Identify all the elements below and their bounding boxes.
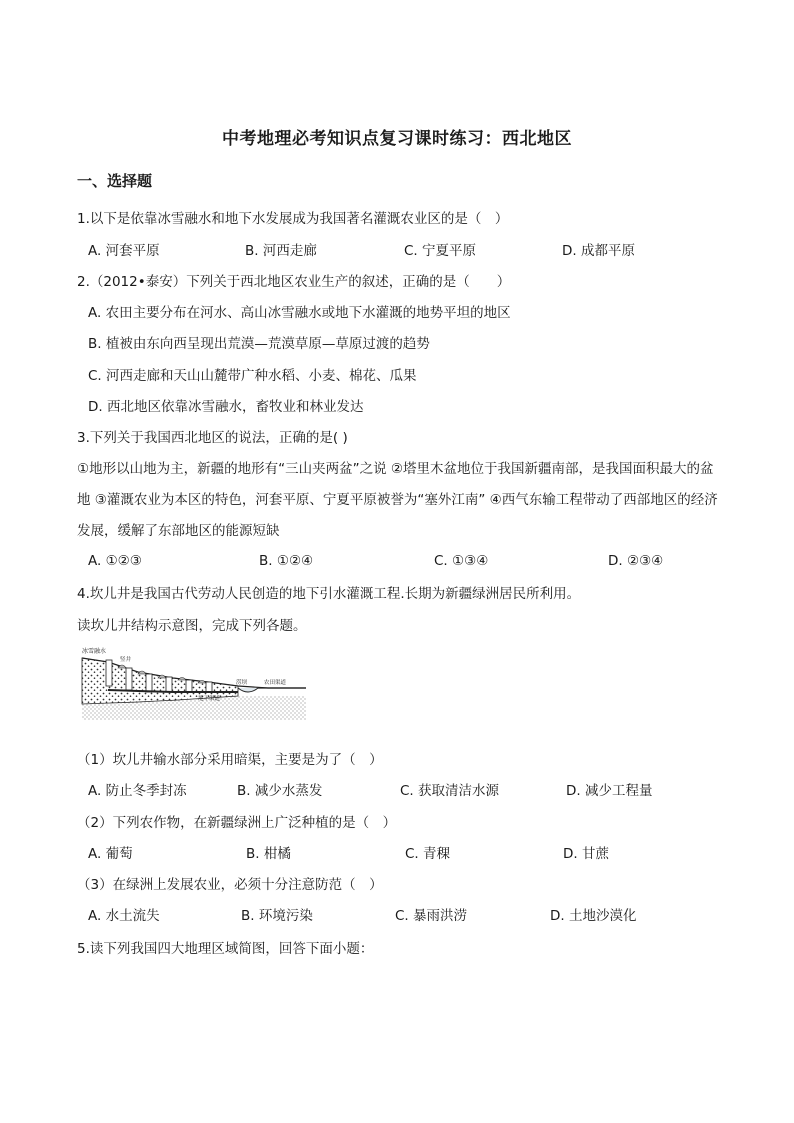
q4-sub2-option-d: D. 甘蔗 — [563, 846, 609, 862]
q1-option-a: A. 河套平原 — [88, 243, 160, 259]
q4-sub1-option-c: C. 获取清洁水源 — [400, 783, 500, 799]
q2-option-b: B. 植被由东向西呈现出荒漠—荒漠草原—草原过渡的趋势 — [88, 336, 430, 352]
shaft — [126, 668, 132, 690]
spoil-mound — [138, 671, 146, 674]
question-1-stem: 1.以下是依靠冰雪融水和地下水发展成为我国著名灌溉农业区的是（ ） — [77, 211, 509, 227]
q3-option-d: D. ②③④ — [608, 553, 664, 569]
question-3-body: ①地形以山地为主，新疆的地形有“三山夹两盆”之说 ②塔里木盆地位于我国新疆南部，是我国面积最大的盆地 ③灌溉农业为本区的特色，河套平原、宁夏平原被誉为“塞外江南” ④西气东输工程带动了西部地区的经济发展，缓解了东部地区的能源短缺 — [77, 461, 718, 539]
q4-sub2-option-b: B. 柑橘 — [246, 846, 291, 862]
q1-option-d: D. 成都平原 — [562, 243, 635, 259]
shaft — [166, 677, 172, 692]
question-4-intro: 读坎儿井结构示意图，完成下列各题。 — [77, 618, 307, 634]
question-5-stem: 5.读下列我国四大地理区域简图，回答下面小题： — [77, 941, 374, 957]
page-title: 中考地理必考知识点复习课时练习：西北地区 — [222, 129, 572, 149]
question-2-stem: 2.（2012•泰安）下列关于西北地区农业生产的叙述，正确的是（ ） — [77, 274, 511, 290]
karez-diagram — [78, 644, 310, 720]
q4-sub1-option-d: D. 减少工程量 — [566, 783, 653, 799]
q4-sub3-option-d: D. 土地沙漠化 — [550, 908, 637, 924]
q3-option-c: C. ①③④ — [434, 553, 489, 569]
shaft — [146, 674, 152, 692]
q4-sub1-option-a: A. 防止冬季封冻 — [88, 783, 187, 799]
q4-sub1-stem: （1）坎儿井输水部分采用暗渠，主要是为了（ ） — [77, 752, 383, 768]
q2-option-d: D. 西北地区依靠冰雪融水，畜牧业和林业发达 — [88, 399, 364, 415]
label-meltwater: 冰雪融水 — [82, 648, 107, 655]
shaft — [206, 682, 212, 692]
spoil-mound — [178, 678, 186, 681]
label-farm-channel: 农田渠道 — [264, 680, 287, 686]
question-4-stem: 4.坎儿井是我国古代劳动人民创造的地下引水灌溉工程.长期为新疆绿洲居民所利用。 — [77, 586, 581, 602]
label-shaft: 竖井 — [120, 657, 132, 663]
question-3-stem: 3.下列关于我国西北地区的说法，正确的是( ) — [77, 430, 348, 446]
label-pond: 涝坝 — [236, 680, 248, 686]
q2-option-c: C. 河西走廊和天山山麓带广种水稻、小麦、棉花、瓜果 — [88, 368, 417, 384]
q4-sub2-option-c: C. 青稞 — [405, 846, 451, 862]
section-heading: 一、选择题 — [77, 172, 153, 190]
q4-sub3-option-a: A. 水土流失 — [88, 908, 160, 924]
label-underground-channel: 地下渠道 — [198, 696, 221, 702]
q2-option-a: A. 农田主要分布在河水、高山冰雪融水或地下水灌溉的地势平坦的地区 — [88, 305, 511, 321]
q4-sub2-option-a: A. 葡萄 — [88, 846, 133, 862]
shaft — [106, 660, 112, 686]
q4-sub3-stem: （3）在绿洲上发展农业，必须十分注意防范（ ） — [77, 877, 383, 893]
q4-sub3-option-b: B. 环境污染 — [241, 908, 313, 924]
reservoir-pond — [238, 688, 258, 692]
q4-sub1-option-b: B. 减少水蒸发 — [237, 783, 323, 799]
q4-sub2-stem: （2）下列农作物，在新疆绿洲上广泛种植的是（ ） — [77, 815, 397, 831]
q3-option-a: A. ①②③ — [88, 553, 142, 569]
q1-option-c: C. 宁夏平原 — [404, 243, 477, 259]
q1-option-b: B. 河西走廊 — [245, 243, 317, 259]
q3-option-b: B. ①②④ — [259, 553, 314, 569]
shaft — [186, 680, 192, 692]
q4-sub3-option-c: C. 暴雨洪涝 — [395, 908, 468, 924]
